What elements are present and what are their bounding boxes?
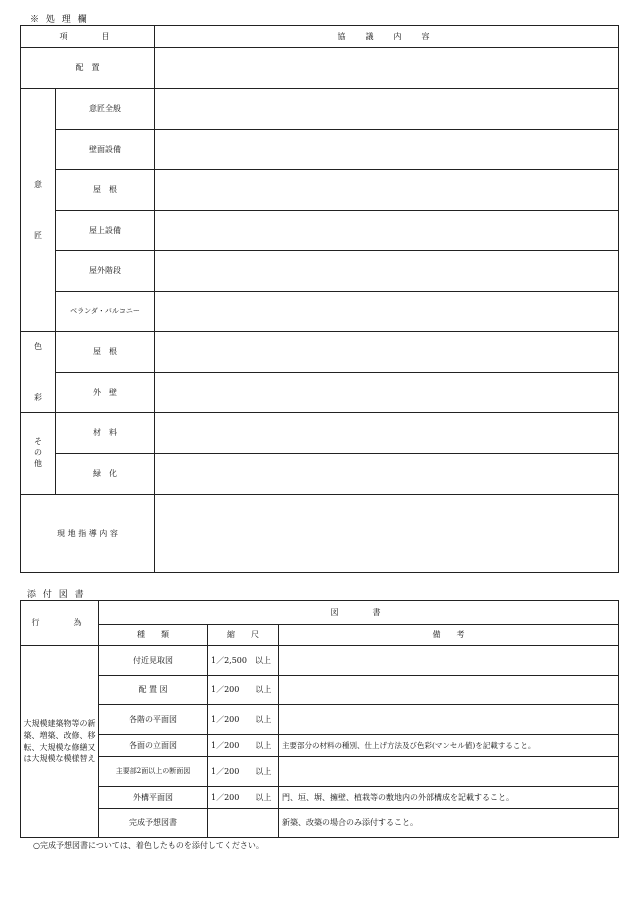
row-scale-3: 1／200 以上 [208, 705, 279, 735]
col-shurui-header: 種 類 [99, 625, 208, 646]
row-yane-content[interactable] [155, 170, 619, 211]
processing-table [20, 25, 619, 573]
row-scale-2: 1／200 以上 [208, 676, 279, 705]
col-item-header: 項 目 [21, 26, 155, 48]
row-type-4: 各面の立面図 [99, 735, 208, 757]
row-type-1: 付近見取図 [99, 646, 208, 676]
row-veranda-label: ベランダ・バルコニー [56, 292, 155, 332]
col-biko-header: 備 考 [279, 625, 619, 646]
row-okujo-label: 屋上設備 [56, 211, 155, 251]
row-yane-label: 屋 根 [56, 170, 155, 211]
row-note-5 [279, 757, 619, 787]
row-type-3: 各階の平面図 [99, 705, 208, 735]
row-note-6: 門、垣、塀、擁壁、植栽等の敷地内の外部構成を記載すること。 [279, 787, 619, 809]
row-hekimen-label: 壁面設備 [56, 130, 155, 170]
group-sonota-label: そ の 他 [21, 413, 56, 495]
row-note-2 [279, 676, 619, 705]
row-zairyo-content[interactable] [155, 413, 619, 454]
attachments-table [20, 600, 619, 838]
row-hekimen-content[interactable] [155, 130, 619, 170]
row-scale-1: 1／2,500 以上 [208, 646, 279, 676]
group-isho-label: 意 匠 [21, 89, 56, 332]
row-type-7: 完成予想図書 [99, 809, 208, 838]
footnote: ○完成予想図書については、着色したものを添付してください。 [33, 841, 264, 850]
row-scale-4: 1／200 以上 [208, 735, 279, 757]
row-zairyo-label: 材 料 [56, 413, 155, 454]
row-isho-zenpan-content[interactable] [155, 89, 619, 130]
row-haichi-label: 配 置 [21, 48, 155, 89]
row-note-4: 主要部分の材料の種別、仕上げ方法及び色彩(マンセル値)を記載すること。 [279, 735, 619, 757]
row-okugai-content[interactable] [155, 251, 619, 292]
row-okugai-label: 屋外階段 [56, 251, 155, 292]
koi-description: 大規模建築物等の新築、増築、改修、移転、大規模な修繕又は大規模な模様替え [21, 646, 99, 838]
row-type-6: 外構平面図 [99, 787, 208, 809]
row-shikisai-yane-content[interactable] [155, 332, 619, 373]
col-koi-header: 行 為 [21, 601, 99, 646]
row-scale-7 [208, 809, 279, 838]
row-genchi-label: 現 地 指 導 内 容 [21, 495, 155, 573]
row-genchi-content[interactable] [155, 495, 619, 573]
row-haichi-content[interactable] [155, 48, 619, 89]
col-content-header: 協 議 内 容 [155, 26, 619, 48]
row-gaiheki-label: 外 壁 [56, 373, 155, 413]
col-zusho-header: 図 書 [99, 601, 619, 625]
section2-title: 添 付 図 書 [27, 590, 86, 600]
group-shikisai-label: 色 彩 [21, 332, 56, 413]
row-scale-6: 1／200 以上 [208, 787, 279, 809]
row-shikisai-yane-label: 屋 根 [56, 332, 155, 373]
row-type-2: 配 置 図 [99, 676, 208, 705]
row-ryokka-content[interactable] [155, 454, 619, 495]
col-shukushaku-header: 縮 尺 [208, 625, 279, 646]
row-note-3 [279, 705, 619, 735]
row-note-1 [279, 646, 619, 676]
row-isho-zenpan-label: 意匠全般 [56, 89, 155, 130]
row-gaiheki-content[interactable] [155, 373, 619, 413]
row-ryokka-label: 緑 化 [56, 454, 155, 495]
row-okujo-content[interactable] [155, 211, 619, 251]
section1-title: ※ 処 理 欄 [30, 15, 89, 25]
row-note-7: 新築、改築の場合のみ添付すること。 [279, 809, 619, 838]
row-veranda-content[interactable] [155, 292, 619, 332]
row-scale-5: 1／200 以上 [208, 757, 279, 787]
row-type-5: 主要部2面以上の断面図 [99, 757, 208, 787]
